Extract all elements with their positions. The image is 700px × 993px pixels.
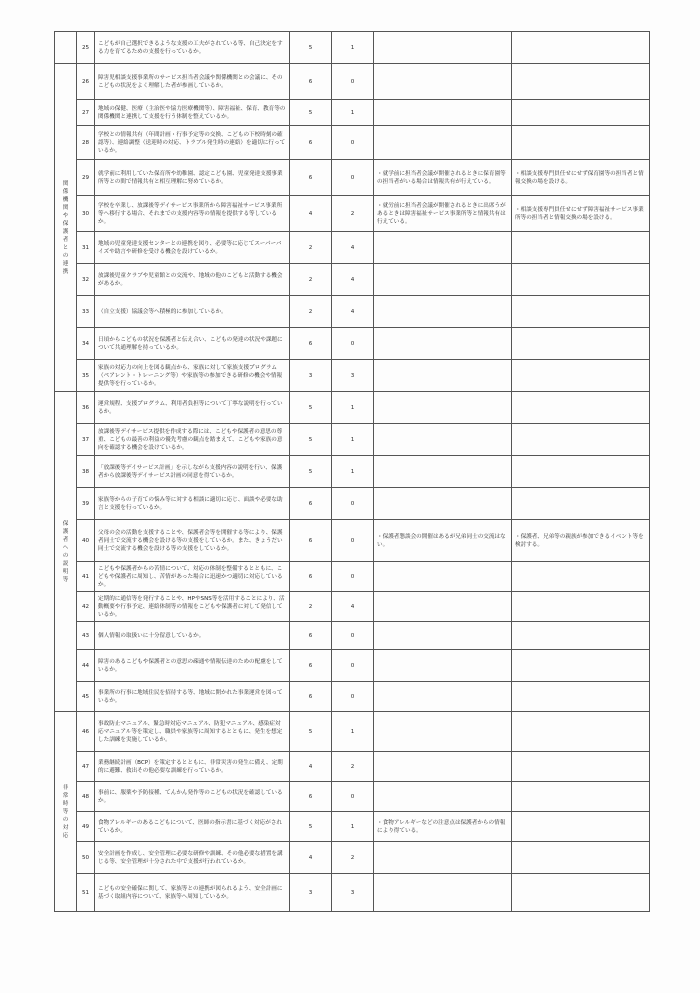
- no-count: 4: [332, 296, 374, 328]
- item-question: 家族等からの子育ての悩み等に対する相談に適切に応じ、面談や必要な助言と支援を行っているか。: [95, 488, 290, 520]
- item-question: 地域の児童発達支援センターとの連携を図り、必要等に応じてスーパーバイズや助言や研修を受ける機会を設けているか。: [95, 232, 290, 264]
- evaluation-table: [54, 31, 650, 912]
- table-row: [55, 100, 650, 126]
- item-number: 34: [77, 328, 95, 360]
- item-question: こどもや保護者からの苦情について、対応の体制を整備するとともに、こどもや保護者に周知し、苦情があった場合に迅速かつ適切に対応しているか。: [95, 562, 290, 592]
- improvement-note: [512, 752, 650, 782]
- improvement-note: [512, 488, 650, 520]
- item-number: 26: [77, 64, 95, 100]
- item-number: 31: [77, 232, 95, 264]
- yes-count: 6: [290, 682, 332, 712]
- item-number: 43: [77, 622, 95, 650]
- item-number: 47: [77, 752, 95, 782]
- item-question: 地域の保健、医療（主治医や協力医療機関等）、障害福祉、保育、教育等の関係機関と連携して支援を行う体制を整えているか。: [95, 100, 290, 126]
- improvement-note: [512, 456, 650, 488]
- improvement-note: ・相談支援専門員任せにせず保育園等の担当者と情報交換の場を設ける。: [512, 160, 650, 196]
- yes-count: 6: [290, 64, 332, 100]
- table-row: [55, 392, 650, 424]
- item-number: 32: [77, 264, 95, 296]
- item-question: 障害のあるこどもや保護者との意思の疎通や情報伝達のための配慮をしているか。: [95, 650, 290, 682]
- yes-count: 5: [290, 392, 332, 424]
- table-row: [55, 456, 650, 488]
- yes-count: 2: [290, 296, 332, 328]
- item-question: こどもの安全確保に関して、家族等との連携が図られるよう、安全計画に基づく取組内容について、家族等へ周知しているか。: [95, 874, 290, 912]
- yes-count: 5: [290, 812, 332, 842]
- table-row: [55, 64, 650, 100]
- improvement-note: [512, 622, 650, 650]
- no-count: 0: [332, 650, 374, 682]
- current-status-note: [374, 874, 512, 912]
- item-number: 28: [77, 126, 95, 160]
- item-number: 35: [77, 360, 95, 392]
- yes-count: 2: [290, 264, 332, 296]
- current-status-note: [374, 360, 512, 392]
- item-question: 定期的に通信等を発行することや、HPやSNS等を活用することにより、活動概要や行事予定、連絡体制等の情報をこどもや保護者に対して発信しているか。: [95, 592, 290, 622]
- current-status-note: [374, 842, 512, 874]
- table-row: [55, 488, 650, 520]
- item-number: 45: [77, 682, 95, 712]
- item-question: 運営規程、支援プログラム、利用者負担等について丁寧な説明を行っているか。: [95, 392, 290, 424]
- current-status-note: [374, 682, 512, 712]
- improvement-note: ・保護者、兄弟等の親族が参加できるイベント等を検討する。: [512, 520, 650, 562]
- yes-count: 5: [290, 456, 332, 488]
- item-question: 家族の対応力の向上を図る観点から、家族に対して家族支援プログラム（ペアレント・トレーニング等）や家族等の参加できる研修の機会や情報提供等を行っているか。: [95, 360, 290, 392]
- yes-count: 6: [290, 622, 332, 650]
- yes-count: 6: [290, 782, 332, 812]
- item-number: 51: [77, 874, 95, 912]
- table-row: [55, 328, 650, 360]
- item-number: 50: [77, 842, 95, 874]
- improvement-note: ・相談支援専門員任せにせず障害福祉サービス事業所等の担当者と情報交換の場を設ける。: [512, 196, 650, 232]
- current-status-note: [374, 622, 512, 650]
- current-status-note: [374, 100, 512, 126]
- item-question: 学校を卒業し、放課後等デイサービス事業所から障害福祉サービス事業所等へ移行する場合、それまでの支援内容等の情報を提供する等しているか。: [95, 196, 290, 232]
- current-status-note: [374, 712, 512, 752]
- no-count: 4: [332, 232, 374, 264]
- item-number: 42: [77, 592, 95, 622]
- current-status-note: [374, 782, 512, 812]
- current-status-note: [374, 328, 512, 360]
- no-count: 4: [332, 264, 374, 296]
- improvement-note: [512, 650, 650, 682]
- improvement-note: [512, 842, 650, 874]
- no-count: 2: [332, 842, 374, 874]
- table-row: [55, 520, 650, 562]
- current-status-note: [374, 296, 512, 328]
- item-number: 36: [77, 392, 95, 424]
- current-status-note: [374, 424, 512, 456]
- table-row: [55, 264, 650, 296]
- item-question: 障害児相談支援事業所のサービス担当者会議や関係機関との会議に、そのこどもの状況をよく理解した者が参画しているか。: [95, 64, 290, 100]
- table-row: [55, 842, 650, 874]
- current-status-note: [374, 488, 512, 520]
- no-count: 3: [332, 874, 374, 912]
- section-label-text: 関係機関や保護者との連携: [62, 180, 69, 275]
- item-number: 37: [77, 424, 95, 456]
- yes-count: 3: [290, 874, 332, 912]
- no-count: 1: [332, 392, 374, 424]
- yes-count: 4: [290, 196, 332, 232]
- section-label-text: 保護者への説明等: [62, 520, 69, 583]
- improvement-note: [512, 712, 650, 752]
- table-row: [55, 232, 650, 264]
- item-question: 事前に、服薬や予防接種、てんかん発作等のこどもの状況を確認しているか。: [95, 782, 290, 812]
- item-number: 29: [77, 160, 95, 196]
- item-question: （自立支援）協議会等へ積極的に参加しているか。: [95, 296, 290, 328]
- yes-count: 5: [290, 32, 332, 64]
- item-number: 25: [77, 32, 95, 64]
- no-count: 1: [332, 32, 374, 64]
- current-status-note: [374, 562, 512, 592]
- no-count: 0: [332, 782, 374, 812]
- no-count: 2: [332, 752, 374, 782]
- table-row: [55, 592, 650, 622]
- improvement-note: [512, 296, 650, 328]
- item-question: 父母の会の活動を支援することや、保護者会等を開催する等により、保護者同士で交流する機会を設ける等の支援をしているか。また、きょうだい同士で交流する機会を設ける等の支援をしているか。: [95, 520, 290, 562]
- no-count: 0: [332, 488, 374, 520]
- section-label-text: 非常時等の対応: [62, 784, 69, 839]
- table-row: [55, 650, 650, 682]
- item-number: 30: [77, 196, 95, 232]
- improvement-note: [512, 360, 650, 392]
- item-question: 学校との情報共有（年間計画・行事予定等の交換、こどもの下校時刻の確認等）、連絡調整（送迎時の対応、トラブル発生時の連絡）を適切に行っているか。: [95, 126, 290, 160]
- current-status-note: ・保護者懇談会の開催はあるが兄弟同士の交流はない。: [374, 520, 512, 562]
- table-row: [55, 562, 650, 592]
- item-question: 個人情報の取扱いに十分留意しているか。: [95, 622, 290, 650]
- current-status-note: [374, 264, 512, 296]
- section-label: [55, 64, 77, 392]
- current-status-note: [374, 126, 512, 160]
- yes-count: 6: [290, 488, 332, 520]
- improvement-note: [512, 424, 650, 456]
- yes-count: 2: [290, 592, 332, 622]
- table-row: [55, 32, 650, 64]
- no-count: 2: [332, 196, 374, 232]
- improvement-note: [512, 812, 650, 842]
- improvement-note: [512, 782, 650, 812]
- item-number: 39: [77, 488, 95, 520]
- yes-count: 6: [290, 126, 332, 160]
- item-question: 安全計画を作成し、安全管理に必要な研修や訓練、その他必要な措置を講じる等、安全管理が十分された中で支援が行われているか。: [95, 842, 290, 874]
- table-row: [55, 360, 650, 392]
- improvement-note: [512, 592, 650, 622]
- item-question: 「放課後等デイサービス計画」を示しながら支援内容の説明を行い、保護者から放課後等デイサービス計画の同意を得ているか。: [95, 456, 290, 488]
- no-count: 1: [332, 712, 374, 752]
- yes-count: 6: [290, 328, 332, 360]
- table-row: [55, 160, 650, 196]
- section-label: [55, 392, 77, 712]
- item-question: 放課後児童クラブや児童館との交流や、地域の他のこどもと活動する機会があるか。: [95, 264, 290, 296]
- no-count: 1: [332, 812, 374, 842]
- improvement-note: [512, 32, 650, 64]
- improvement-note: [512, 328, 650, 360]
- yes-count: 2: [290, 232, 332, 264]
- no-count: 0: [332, 622, 374, 650]
- improvement-note: [512, 64, 650, 100]
- no-count: 1: [332, 424, 374, 456]
- item-number: 40: [77, 520, 95, 562]
- improvement-note: [512, 562, 650, 592]
- no-count: 3: [332, 360, 374, 392]
- item-number: 33: [77, 296, 95, 328]
- yes-count: 6: [290, 520, 332, 562]
- item-question: 放課後等デイサービス提供を作成する際には、こどもや保護者の意思の尊重、こどもの最善の利益の優先考慮の観点を踏まえて、こどもや家族の意向を確認する機会を設けているか。: [95, 424, 290, 456]
- item-question: 業務継続計画（BCP）を策定するとともに、非常災害の発生に備え、定期的に避難、救出その他必要な訓練を行っているか。: [95, 752, 290, 782]
- current-status-note: [374, 392, 512, 424]
- yes-count: 5: [290, 100, 332, 126]
- table-row: [55, 874, 650, 912]
- yes-count: 3: [290, 360, 332, 392]
- yes-count: 6: [290, 650, 332, 682]
- current-status-note: ・就学前に担当者会議が開催されるときに保育園等の担当者がいる場合は情報共有が行えている。: [374, 160, 512, 196]
- item-question: 事故防止マニュアル、緊急時対応マニュアル、防犯マニュアル、感染症対応マニュアル等を策定し、職員や家族等に周知するとともに、発生を想定した訓練を実施しているか。: [95, 712, 290, 752]
- section-label: [55, 712, 77, 912]
- table-row: [55, 712, 650, 752]
- no-count: 0: [332, 160, 374, 196]
- improvement-note: [512, 100, 650, 126]
- table-row: [55, 752, 650, 782]
- item-question: 就学前に利用していた保育所や幼稚園、認定こども園、児童発達支援事業所等との間で情報共有と相互理解に努めているか。: [95, 160, 290, 196]
- item-question: 日頃からこどもの状況を保護者と伝え合い、こどもの発達の状況や課題について共通理解を持っているか。: [95, 328, 290, 360]
- improvement-note: [512, 392, 650, 424]
- item-number: 49: [77, 812, 95, 842]
- item-number: 44: [77, 650, 95, 682]
- current-status-note: [374, 592, 512, 622]
- yes-count: 4: [290, 842, 332, 874]
- item-number: 38: [77, 456, 95, 488]
- item-number: 48: [77, 782, 95, 812]
- current-status-note: [374, 456, 512, 488]
- improvement-note: [512, 682, 650, 712]
- yes-count: 5: [290, 424, 332, 456]
- table-row: [55, 296, 650, 328]
- table-row: [55, 622, 650, 650]
- no-count: 4: [332, 592, 374, 622]
- no-count: 0: [332, 64, 374, 100]
- improvement-note: [512, 874, 650, 912]
- improvement-note: [512, 126, 650, 160]
- no-count: 0: [332, 562, 374, 592]
- no-count: 1: [332, 456, 374, 488]
- table-row: [55, 812, 650, 842]
- yes-count: 5: [290, 712, 332, 752]
- improvement-note: [512, 264, 650, 296]
- no-count: 0: [332, 328, 374, 360]
- table-row: [55, 424, 650, 456]
- no-count: 0: [332, 682, 374, 712]
- current-status-note: ・就労前に担当者会議が開催されるときに出席うがあるときは障害福祉サービス事業所等と情報共有は行えている。: [374, 196, 512, 232]
- table-row: [55, 782, 650, 812]
- current-status-note: [374, 752, 512, 782]
- table-row: [55, 196, 650, 232]
- no-count: 1: [332, 100, 374, 126]
- current-status-note: [374, 32, 512, 64]
- section-label: [55, 32, 77, 64]
- item-question: 食物アレルギーのあるこどもについて、医師の指示書に基づく対応がされているか。: [95, 812, 290, 842]
- current-status-note: [374, 232, 512, 264]
- current-status-note: ・食物アレルギーなどの注意点は保護者からの情報により得ている。: [374, 812, 512, 842]
- yes-count: 6: [290, 160, 332, 196]
- table-row: [55, 682, 650, 712]
- no-count: 0: [332, 126, 374, 160]
- item-question: こどもが自己選択できるような支援の工夫がされている等、自己決定をする力を育てるための支援を行っているか。: [95, 32, 290, 64]
- item-question: 事業所の行事に地域住民を招待する等、地域に開かれた事業運営を図っているか。: [95, 682, 290, 712]
- improvement-note: [512, 232, 650, 264]
- item-number: 27: [77, 100, 95, 126]
- yes-count: 4: [290, 752, 332, 782]
- yes-count: 6: [290, 562, 332, 592]
- item-number: 46: [77, 712, 95, 752]
- table-row: [55, 126, 650, 160]
- current-status-note: [374, 64, 512, 100]
- no-count: 0: [332, 520, 374, 562]
- item-number: 41: [77, 562, 95, 592]
- current-status-note: [374, 650, 512, 682]
